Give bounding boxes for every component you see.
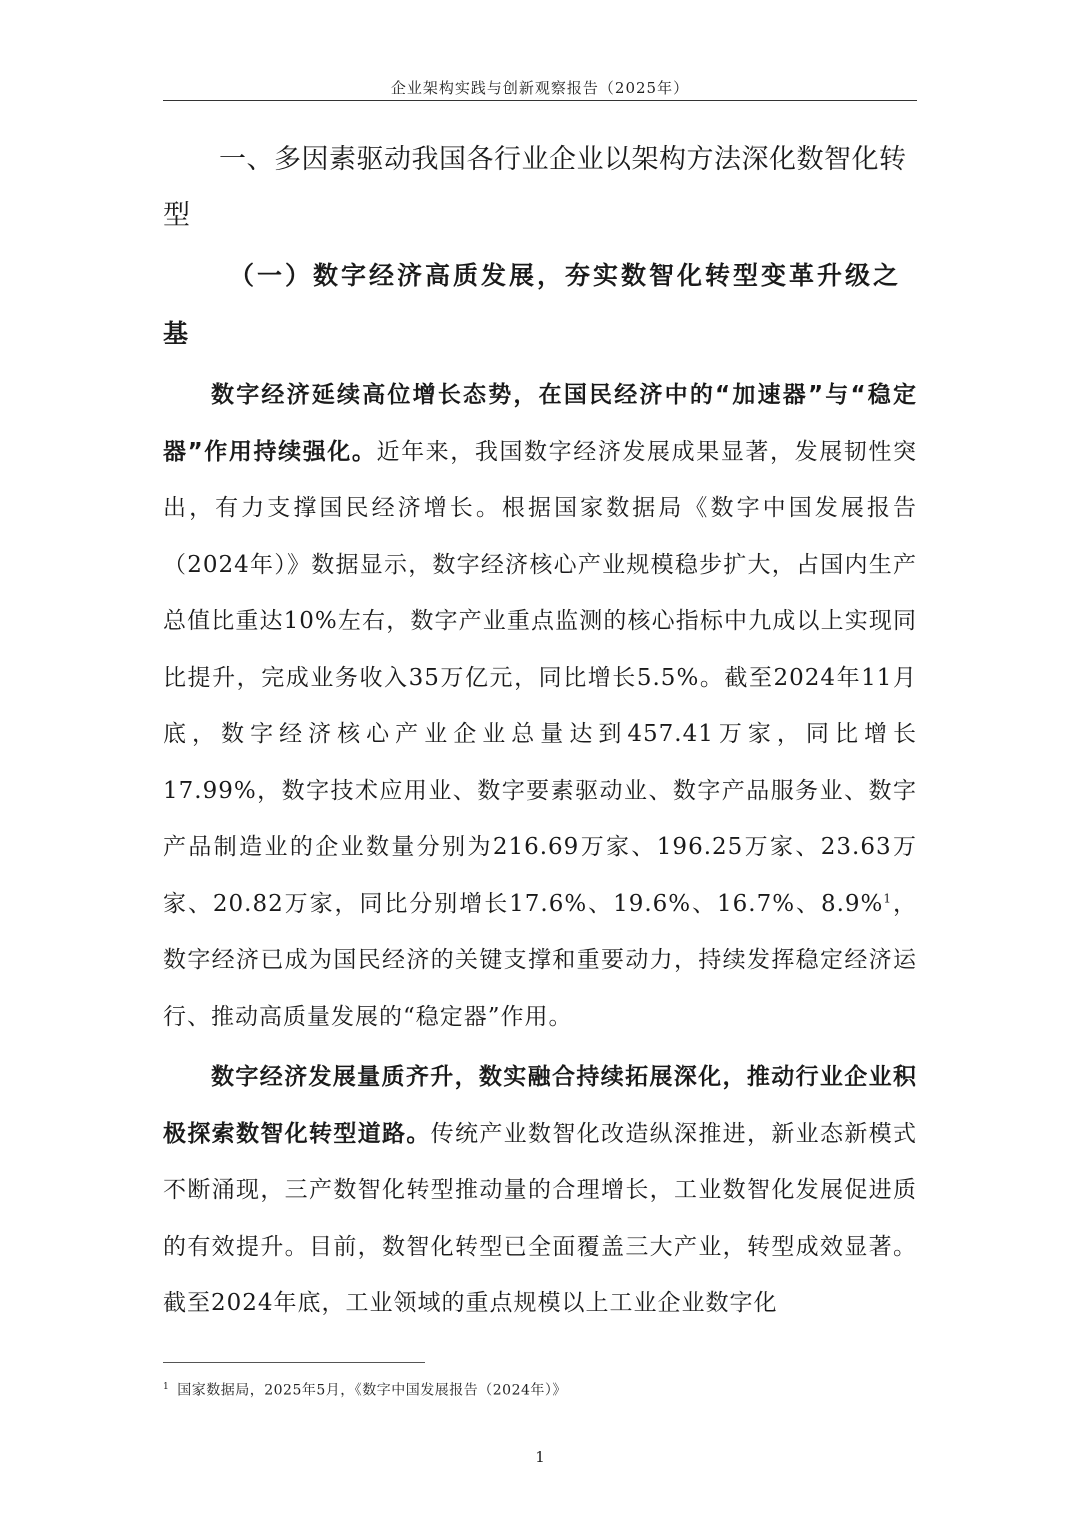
footnote-text: 国家数据局，2025年5月，《数字中国发展报告（2024年）》 [177,1382,567,1399]
paragraph-1-tail: ，数字经济已成为国民经济的关键支撑和重要动力，持续发挥稳定经济运行、推动高质量发展的“稳定器”作用。 [163,890,918,1030]
paragraph-1 [163,367,917,1045]
paragraph-2 [163,1049,917,1332]
footnote-number: 1 [163,1382,170,1392]
section-heading: 一、多因素驱动我国各行业企业以架构方法深化数智化转型 [163,144,907,231]
footnote [163,1377,567,1401]
header-divider [163,100,917,101]
section-subheading: （一）数字经济高质发展，夯实数智化转型变革升级之基 [163,261,902,348]
paragraph-1-body: 近年来，我国数字经济发展成果显著，发展韧性突出，有力支撑国民经济增长。根据国家数据局《数字中国发展报告（2024年）》数据显示，数字经济核心产业规模稳步扩大，占国内生产总值比重达10%左右，数字产业重点监测的核心指标中九成以上实现同比提升，完成业务收入35万亿元，同比增长5.5%。截至2024年11月底，数字经济核心产业企业总量达到457.41万家，同比增长17.99%，数字技术应用业、数字要素驱动业、数字产品服务业、数字产品制造业的企业数量分别为216.69万家、196.25万家、23.63万家、20.82万家，同比分别增长17.6%、19.6%、16.7%、8.9% [163,438,917,917]
running-header: 企业架构实践与创新观察报告（2025年） [390,79,690,97]
paragraph-1-lead: 数字经济延续高位增长态势，在国民经济中的“加速器”与“稳定器”作用持续强化。 [163,382,917,465]
page-number: 1 [535,1448,545,1466]
paragraph-2-body: 传统产业数智化改造纵深推进，新业态新模式不断涌现，三产数智化转型推动量的合理增长，工业数智化发展促进质的有效提升。目前，数智化转型已全面覆盖三大产业，转型成效显著。截至2024年底，工业领域的重点规模以上工业企业数字化 [163,1120,918,1316]
footnote-reference[interactable]: 1 [883,890,893,905]
paragraph-2-lead: 数字经济发展量质齐升，数实融合持续拓展深化，推动行业企业积极探索数智化转型道路。 [163,1064,917,1147]
page-body [163,132,917,1332]
footnote-divider [163,1362,425,1363]
